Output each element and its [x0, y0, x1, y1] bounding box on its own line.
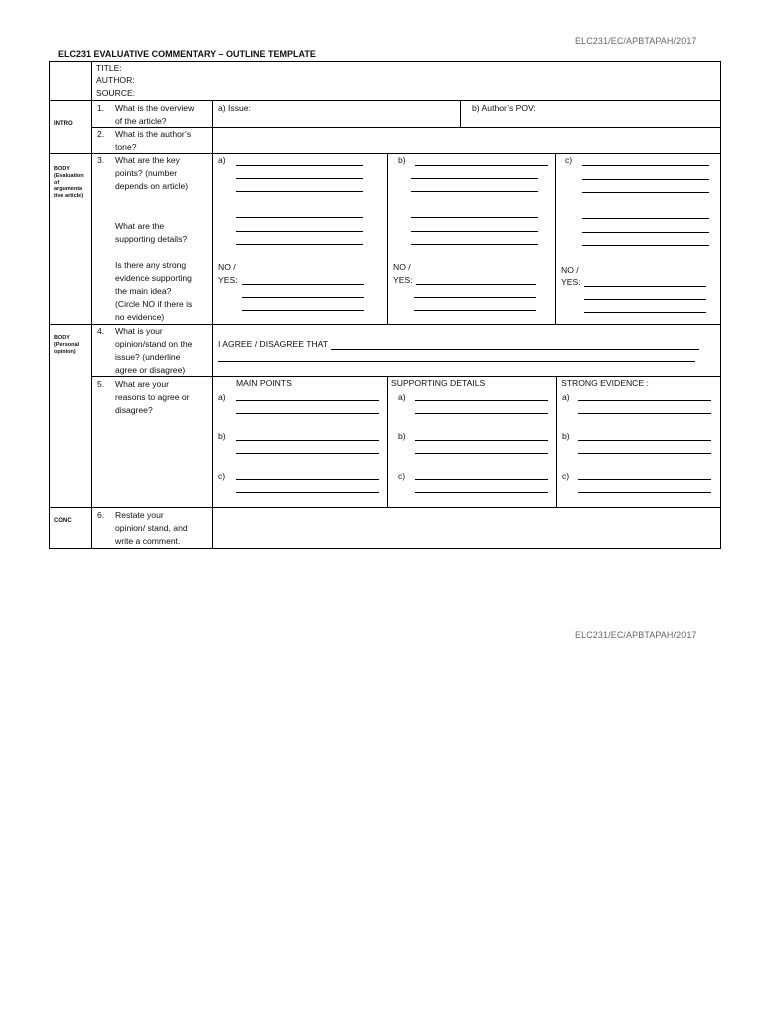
answer-line[interactable] — [236, 400, 379, 401]
q5-header-strong-evidence: STRONG EVIDENCE : — [561, 378, 649, 388]
row-divider — [49, 100, 721, 101]
title-field-label: TITLE: — [96, 63, 122, 73]
answer-line[interactable] — [236, 413, 379, 414]
answer-line[interactable] — [218, 361, 695, 362]
q5-evidence-label-a: a) — [562, 392, 570, 402]
column-divider — [555, 153, 556, 324]
answer-line[interactable] — [415, 492, 548, 493]
answer-line[interactable] — [415, 440, 548, 441]
answer-line[interactable] — [411, 231, 538, 232]
answer-line[interactable] — [578, 479, 711, 480]
answer-line[interactable] — [411, 178, 538, 179]
q3-yes-label-b: YES: — [393, 275, 413, 285]
answer-line[interactable] — [414, 297, 536, 298]
answer-line[interactable] — [578, 492, 711, 493]
answer-line[interactable] — [236, 165, 363, 166]
document-title: ELC231 EVALUATIVE COMMENTARY – OUTLINE TEMPLATE — [58, 49, 316, 59]
q5-evidence-label-c: c) — [562, 471, 570, 481]
q5-header-supporting-details: SUPPORTING DETAILS — [391, 378, 486, 388]
intro-pov-label: b) Author’s POV: — [472, 103, 536, 113]
answer-line[interactable] — [582, 165, 709, 166]
answer-line[interactable] — [582, 218, 709, 219]
answer-line[interactable] — [242, 297, 364, 298]
answer-line[interactable] — [582, 192, 709, 193]
q5-main-label-b: b) — [218, 431, 226, 441]
intro-issue-label: a) Issue: — [218, 103, 251, 113]
answer-line[interactable] — [415, 453, 548, 454]
question-3-key-points: 3. What are the key points? (number depends on article) — [97, 155, 189, 191]
answer-line[interactable] — [584, 286, 706, 287]
answer-line[interactable] — [578, 400, 711, 401]
column-divider — [91, 61, 92, 549]
answer-line[interactable] — [578, 453, 711, 454]
answer-line[interactable] — [242, 284, 364, 285]
answer-line[interactable] — [415, 413, 548, 414]
section-label-body-opinion: BODY (Personal opinion) — [54, 335, 80, 355]
section-label-intro: INTRO — [54, 121, 73, 127]
answer-line[interactable] — [582, 245, 709, 246]
answer-line[interactable] — [236, 244, 363, 245]
question-3-evidence: Is there any strong evidence supporting the main idea? (Circle NO if there is no evidence) — [115, 260, 193, 322]
q5-details-label-b: b) — [398, 431, 406, 441]
author-field-label: AUTHOR: — [96, 75, 135, 85]
q3-no-label-a: NO / — [218, 262, 236, 272]
question-4: 4. What is your opinion/stand on the issue? (underline agree or disagree) — [97, 326, 193, 375]
q3-label-c: c) — [565, 155, 573, 165]
q3-label-b: b) — [398, 155, 406, 165]
footer-document-code: ELC231/EC/APBTAPAH/2017 — [575, 630, 697, 640]
q3-yes-label-a: YES: — [218, 275, 238, 285]
answer-line[interactable] — [416, 284, 536, 285]
answer-line[interactable] — [415, 479, 548, 480]
column-divider — [387, 376, 388, 507]
question-5: 5. What are your reasons to agree or disagree? — [97, 379, 190, 415]
answer-line[interactable] — [236, 479, 379, 480]
answer-line[interactable] — [236, 492, 379, 493]
row-divider — [49, 507, 721, 508]
source-field-label: SOURCE: — [96, 88, 136, 98]
answer-line[interactable] — [411, 244, 538, 245]
column-divider — [212, 100, 213, 549]
question-1: 1. What is the overview of the article? — [97, 103, 195, 126]
q3-label-a: a) — [218, 155, 226, 165]
question-6: 6. Restate your opinion/ stand, and write a comment. — [97, 510, 188, 546]
answer-line[interactable] — [582, 232, 709, 233]
section-label-body-evaluation: BODY (Evaluation of argumenta tive article) — [54, 166, 84, 200]
column-divider — [387, 153, 388, 324]
q5-main-label-a: a) — [218, 392, 226, 402]
answer-line[interactable] — [415, 165, 548, 166]
section-label-conc: CONC — [54, 518, 72, 524]
answer-line[interactable] — [242, 310, 364, 311]
answer-line[interactable] — [236, 440, 379, 441]
answer-line[interactable] — [584, 299, 706, 300]
q5-evidence-label-b: b) — [562, 431, 570, 441]
q5-details-label-a: a) — [398, 392, 406, 402]
answer-line[interactable] — [236, 178, 363, 179]
q3-no-label-b: NO / — [393, 262, 411, 272]
q3-no-label-c: NO / — [561, 265, 579, 275]
answer-line[interactable] — [236, 453, 379, 454]
question-3-details: What are the supporting details? — [115, 221, 188, 244]
answer-line[interactable] — [236, 231, 363, 232]
answer-line[interactable] — [584, 312, 706, 313]
question-2: 2. What is the author’s tone? — [97, 129, 192, 152]
answer-line[interactable] — [411, 217, 538, 218]
q5-details-label-c: c) — [398, 471, 406, 481]
answer-line[interactable] — [414, 310, 536, 311]
answer-line[interactable] — [331, 349, 699, 350]
q5-main-label-c: c) — [218, 471, 226, 481]
answer-line[interactable] — [578, 440, 711, 441]
answer-line[interactable] — [411, 191, 538, 192]
answer-line[interactable] — [236, 191, 363, 192]
answer-line[interactable] — [415, 400, 548, 401]
column-divider — [556, 376, 557, 507]
answer-line[interactable] — [578, 413, 711, 414]
answer-line[interactable] — [582, 179, 709, 180]
column-divider — [460, 100, 461, 127]
q3-yes-label-c: YES: — [561, 277, 581, 287]
answer-line[interactable] — [236, 217, 363, 218]
agree-disagree-prompt: I AGREE / DISAGREE THAT — [218, 339, 328, 349]
q5-header-main-points: MAIN POINTS — [236, 378, 292, 388]
header-document-code: ELC231/EC/APBTAPAH/2017 — [575, 36, 697, 46]
